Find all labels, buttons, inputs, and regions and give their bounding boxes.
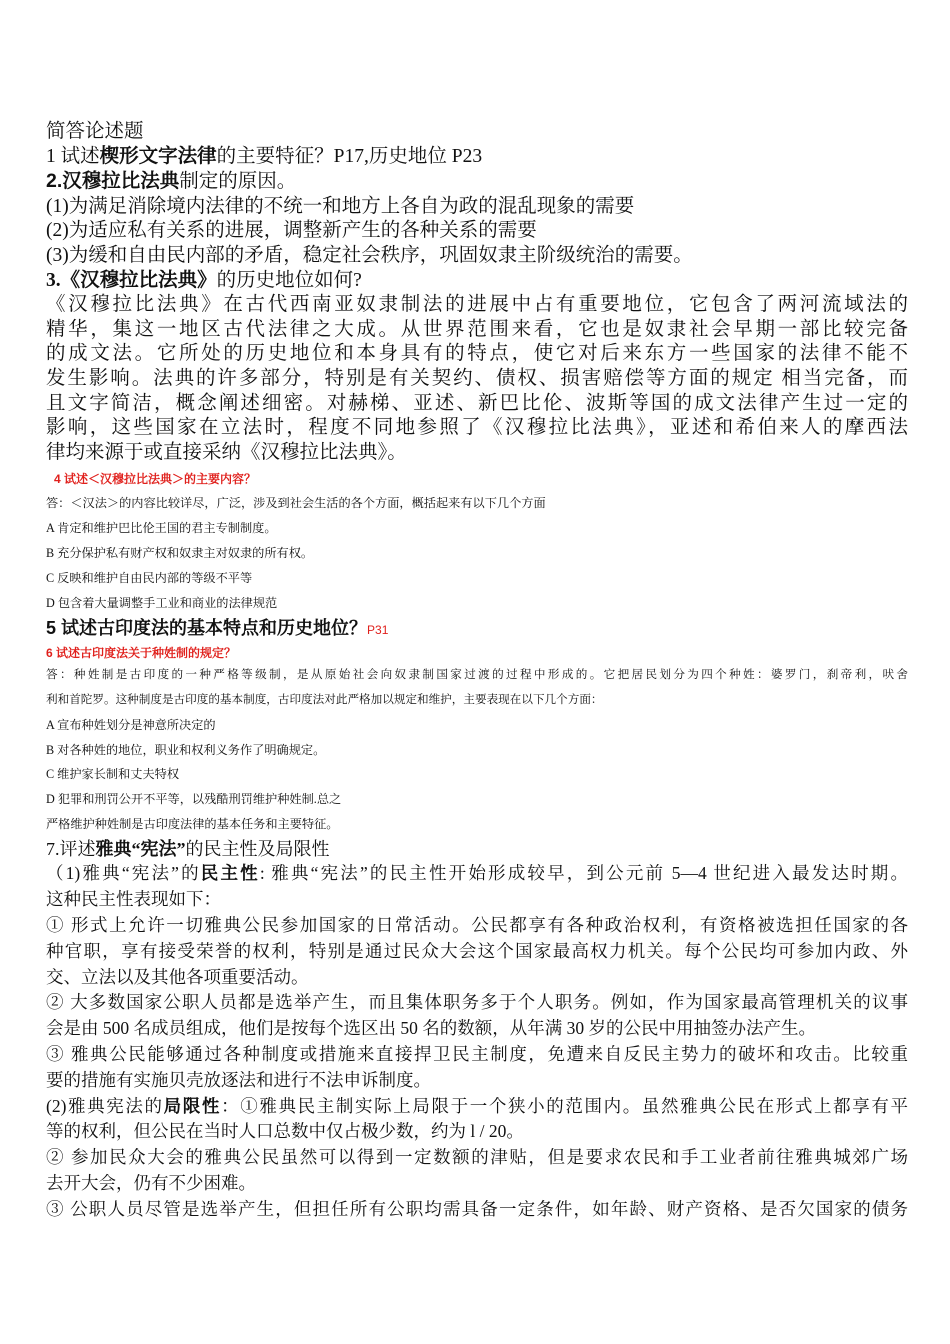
q4-line: C 反映和维护自由民内部的等级不平等 [46,570,253,585]
q1-suffix: 的主要特征？P17,历史地位 P23 [216,145,483,167]
q6-line: B 对各种姓的地位，职业和权利义务作了明确规定。 [46,742,326,757]
q7-line: 会是由 500 名成员组成，他们是按每个选区出 50 名的数额，从年满 30 岁的公民中用抽签办法产生。 [46,1018,816,1039]
q6-line: D 犯罪和刑罚公开不平等，以残酷刑罚维护种姓制.总之 [46,792,342,807]
q7-line: 这种民主性表现如下： [46,889,221,910]
q6-line: A 宣布种姓划分是神意所决定的 [46,717,216,732]
q7p1-suffix: : 雅典“宪法”的民主性开始形成较早，到公元前 5—4 世纪进入最发达时期。 [259,863,908,884]
q4-line: A 肯定和维护巴比伦王国的君主专制制度。 [46,521,277,536]
q7-line: 等的权利，但公民在当时人口总数中仅占极少数，约为 l / 20。 [46,1121,524,1142]
q4-line: D 包含着大量调整手工业和商业的法律规范 [46,595,278,610]
q7-suffix: 的民主性及局限性 [185,838,330,859]
q7-line: 去开大会，仍有不少困难。 [46,1173,256,1194]
question-1 [46,145,908,170]
q7-bold: 雅典“宪法” [95,838,186,859]
question-4: 4 试述＜汉穆拉比法典＞的主要内容？ [54,472,257,487]
q3-line: 发生影响。法典的许多部分，特别是有关契约、债权、损害赔偿等方面的规定 相当完备，而 [46,367,908,389]
q1-bold: 楔形文字法律 [99,145,217,167]
q7-line: ② 大多数国家公职人员都是选举产生，而且集体职务多于个人职务。例如，作为国家最高管理机关的议事 [46,992,908,1013]
q4-line: B 充分保护私有财产权和奴隶主对奴隶的所有权。 [46,545,314,560]
q7-paragraph-2 [46,1094,908,1120]
q2-item: (3)为缓和自由民内部的矛盾，稳定社会秩序，巩固奴隶主阶级统治的需要。 [46,244,693,266]
q2-suffix: 制定的原因。 [179,171,297,193]
q7-line: 种官职，享有接受荣誉的权利，特别是通过民众大会这个国家最高权力机关。每个公民均可参加内政、外 [46,940,908,961]
q7-prefix: 7.评述 [46,838,96,859]
question-2 [46,169,908,195]
q5-title: 5 试述古印度法的基本特点和历史地位？ [46,618,368,639]
q6-line: 严格维护种姓制是古印度法律的基本任务和主要特征。 [46,817,339,832]
question-3 [46,269,908,294]
question-5 [46,615,908,643]
q6-line: 答：种姓制是古印度的一种严格等级制，是从原始社会向奴隶制国家过渡的过程中形成的。它把居民划分为四个种姓：婆罗门，刹帝利，吠舍 [46,668,908,682]
q6-line: 利和首陀罗。这种制度是古印度的基本制度，古印度法对此严格加以规定和维护，主要表现在以下几个方面： [46,693,603,707]
q7-line: 要的措施有实施贝壳放逐法和进行不法申诉制度。 [46,1069,431,1090]
q7-paragraph-1 [46,861,908,887]
document-page [46,120,908,1223]
q3-line: 影响，这些国家在立法时，程度不同地参照了《汉穆拉比法典》，亚述和希伯来人的摩西法 [46,417,908,439]
q3-line: 且文字简洁，概念阐述细密。对赫梯、亚述、新巴比伦、波斯等国的成文法律产生过一定的 [46,392,908,414]
q7-line: ① 形式上允许一切雅典公民参加国家的日常活动。公民都享有各种政治权利，有资格被选担任国家的各 [46,915,908,936]
q7p1-prefix: （1)雅典“宪法”的 [46,863,201,884]
q3-line: 精华，集这一地区古代法律之大成。从世界范围来看，它也是奴隶社会早期一部比较完备 [46,318,908,340]
question-6: 6 试述古印度法关于种姓制的规定？ [46,646,237,661]
q7p1-bold: 民主性 [200,863,260,884]
q1-prefix: 1 试述 [46,145,100,167]
q7p2-bold: 局限性 [163,1095,222,1116]
document-title: 简答论述题 [46,121,144,142]
q7-line: ③ 雅典公民能够通过各种制度或措施来直接捍卫民主制度，免遭来自反民主势力的破坏和攻击。比较重 [46,1044,908,1065]
q2-item: (1)为满足消除境内法律的不统一和地方上各自为政的混乱现象的需要 [46,195,635,217]
q3-line: 《汉穆拉比法典》在古代西南亚奴隶制法的进展中占有重要地位，它包含了两河流域法的 [46,294,908,316]
q4-line: 答：＜汉法＞的内容比较详尽，广泛，涉及到社会生活的各个方面，概括起来有以下几个方面 [46,496,546,511]
q7-line: 交、立法以及其他各项重要活动。 [46,966,309,987]
q2-item: (2)为适应私有关系的进展，调整新产生的各种关系的需要 [46,220,537,242]
q7-line: ③ 公职人员尽管是选举产生，但担任所有公职均需具备一定条件，如年龄、财产资格、是否欠国家的债务 [46,1198,908,1219]
q7p2-prefix: (2)雅典宪法的 [46,1095,164,1116]
question-7 [46,837,908,862]
q3-line: 律均来源于或直接采纳《汉穆拉比法典》。 [46,441,407,463]
q5-page: P31 [367,623,389,638]
q7-line: ② 参加民众大会的雅典公民虽然可以得到一定数额的津贴，但是要求农民和手工业者前往雅典城郊广场 [46,1147,908,1168]
q6-line: C 维护家长制和丈夫特权 [46,767,180,782]
q3-bold: 3.《汉穆拉比法典》 [46,269,217,291]
q3-suffix: 的历史地位如何? [216,269,362,291]
q3-line: 的成文法。它所处的历史地位和本身具有的特点，使它对后来东方一些国家的法律不能不 [46,343,908,365]
q7p2-suffix: ：①雅典民主制实际上局限于一个狭小的范围内。虽然雅典公民在形式上都享有平 [221,1095,909,1116]
q2-bold: 2.汉穆拉比法典 [46,170,180,193]
